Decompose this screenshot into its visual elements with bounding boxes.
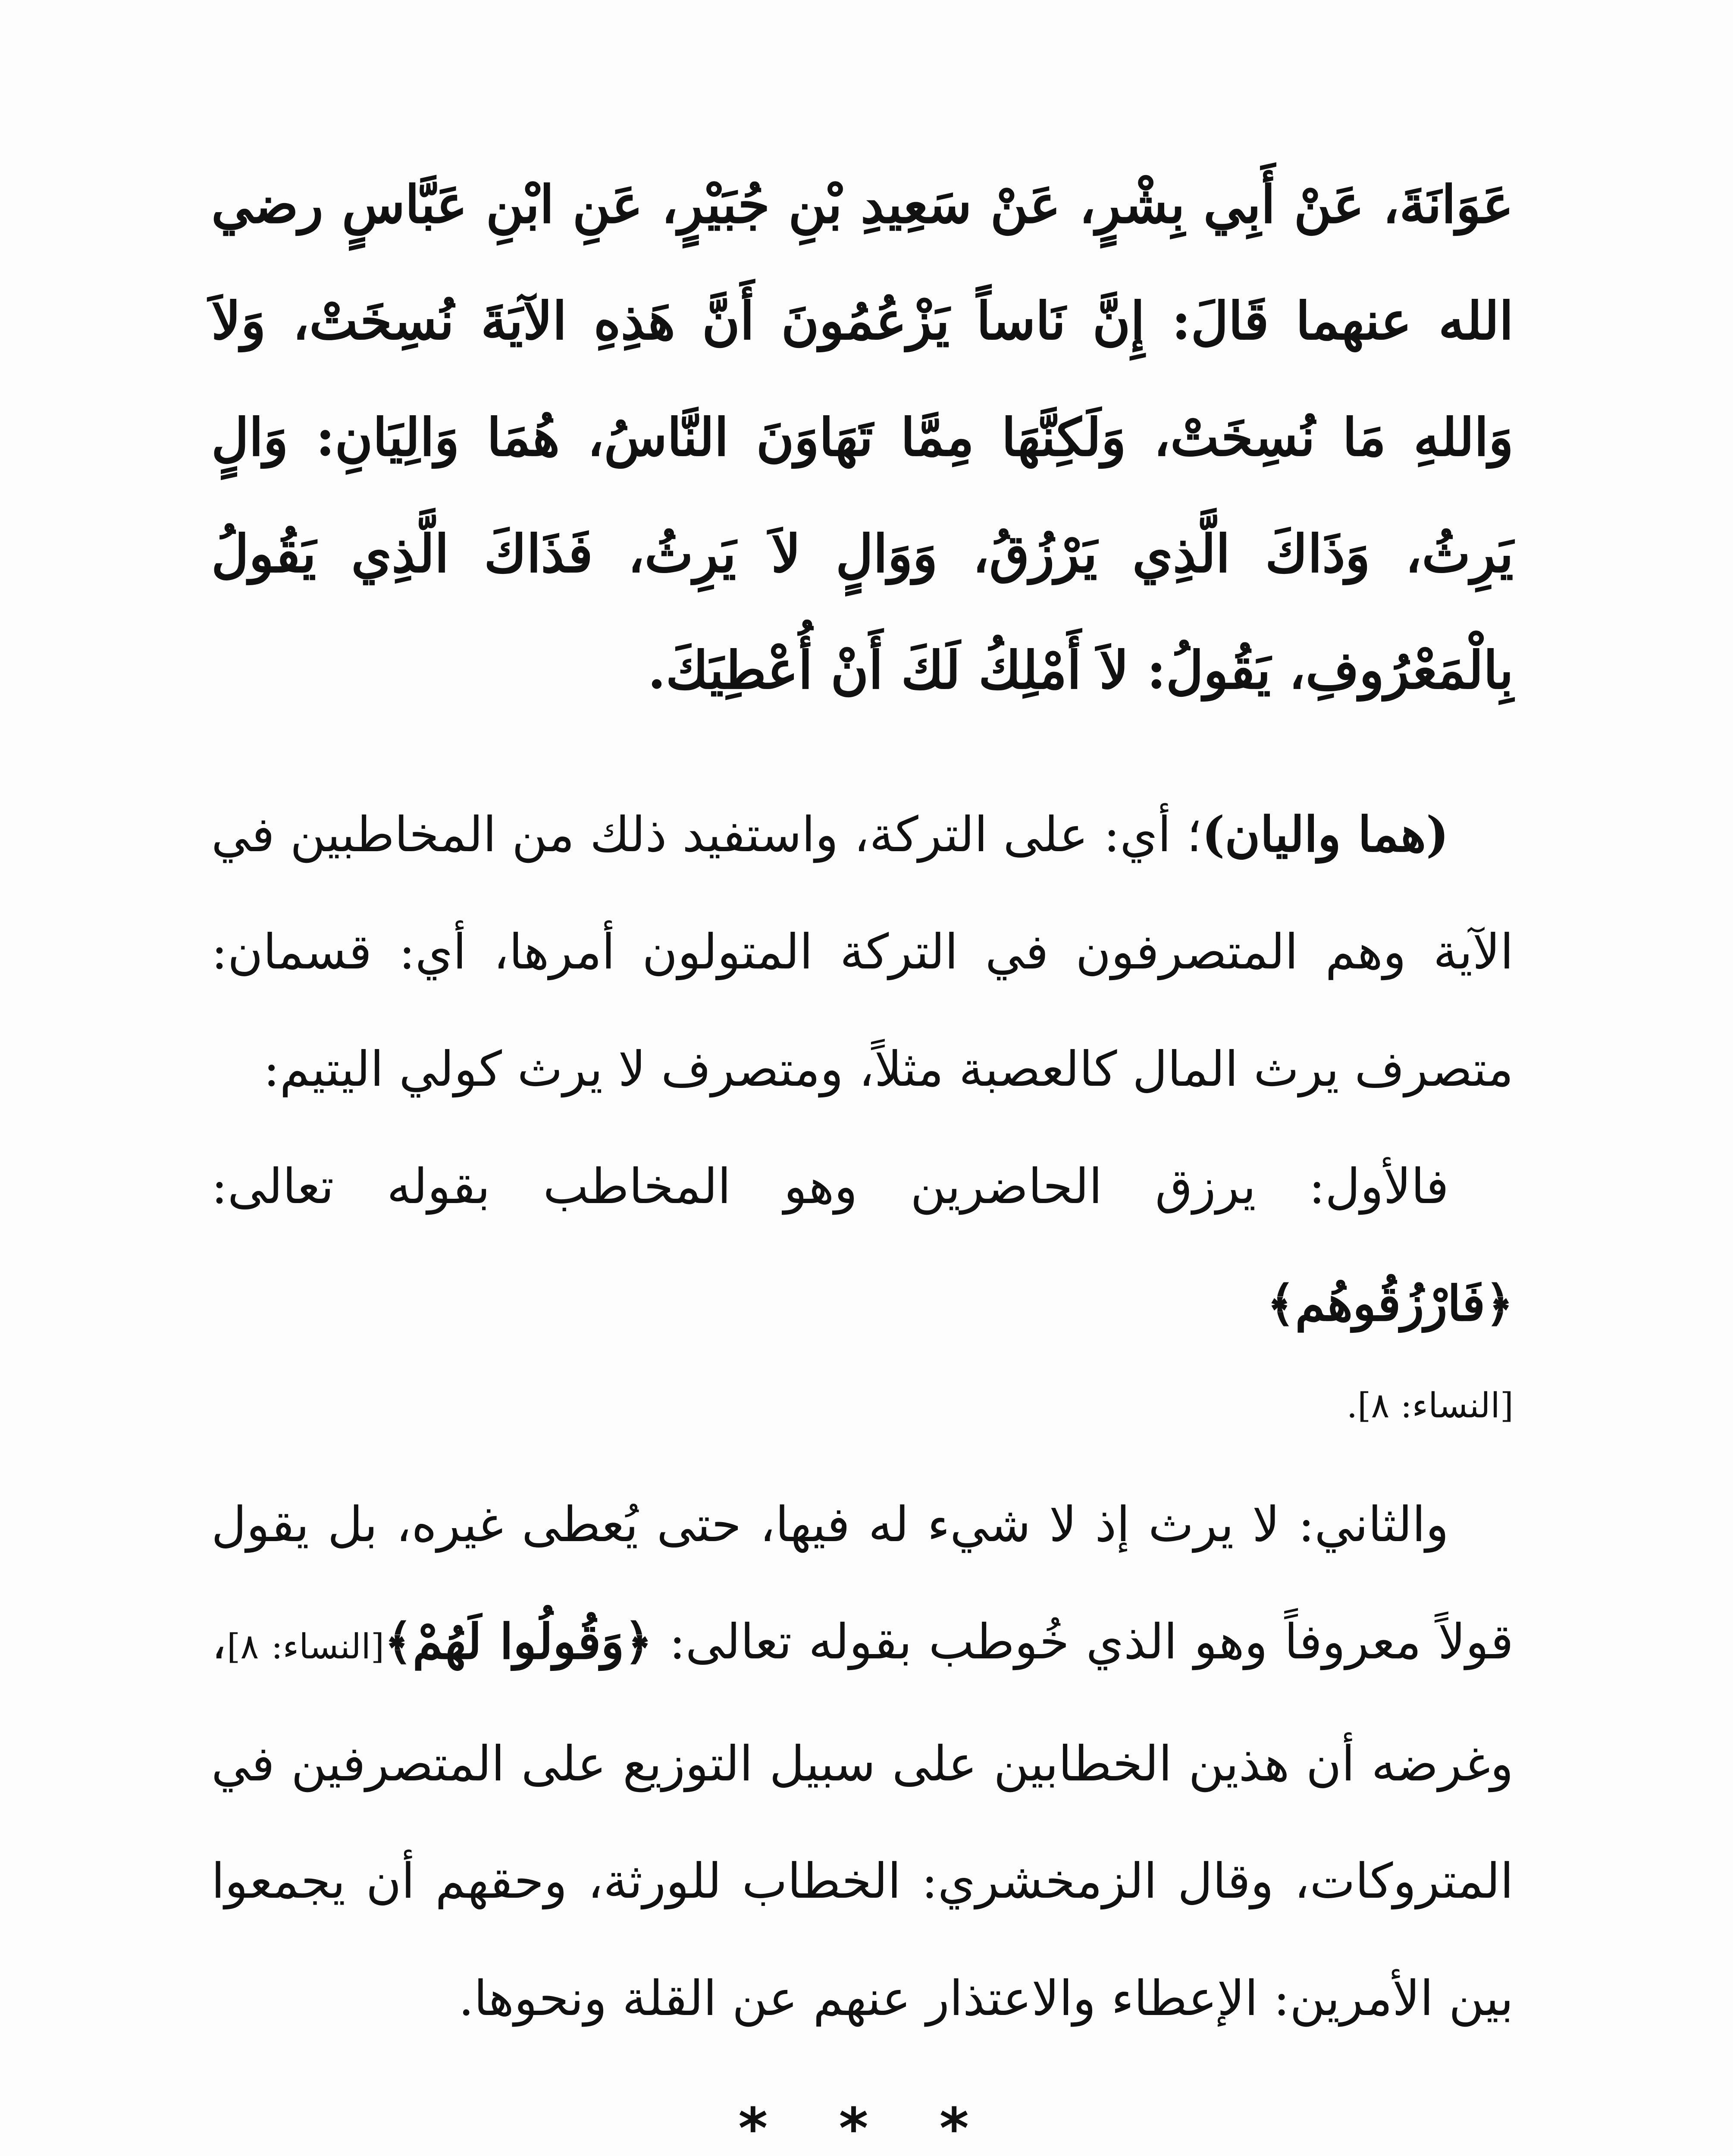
quran-quote-1: ﴿فَارْزُقُوهُم﴾	[1266, 1275, 1514, 1332]
paragraph-gap	[211, 1449, 1514, 1466]
commentary-paragraph-1	[211, 776, 1514, 1128]
commentary-paragraph-2	[211, 1128, 1514, 1363]
quran-reference-2: [النساء: ٨]	[227, 1626, 385, 1667]
commentary-paragraph-3	[211, 1466, 1514, 2057]
commentary-text-block	[211, 776, 1514, 2057]
section-separator: * * *	[738, 2096, 995, 2156]
commentary-p1-text: ؛ أي: على التركة، واستفيد ذلك من المخاطبين في الآية وهم المتصرفون في التركة المتولون أمرها، أي: قسمان: متصرف يرث المال كالعصبة مثلاً، ومتصرف لا يرث كولي اليتيم:	[211, 807, 1514, 1097]
quran-quote-2: ﴿وَقُولُوا لَهُمْ﴾	[384, 1614, 653, 1670]
hadith-text-block	[211, 147, 1514, 729]
quran-reference-1: [النساء: ٨].	[1346, 1385, 1514, 1426]
commentary-heading: (هما واليان)	[1202, 806, 1449, 863]
commentary-p3-text-2: ، وغرضه أن هذين الخطابين على سبيل التوزيع على المتصرفين في المتروكات، وقال الزمخشري: الخطاب للورثة، وحقهم أن يجمعوا بين الأمرين: الإعطاء والاعتذار عنهم عن القلة ونحوها.	[211, 1614, 1514, 2027]
commentary-p3-text-1: والثاني: لا يرث إذ لا شيء له فيها، حتى يُعطى غيره، بل يقول قولاً معروفاً وهو الذي خُوطب بقوله تعالى:	[211, 1497, 1514, 1670]
commentary-p2-text: فالأول: يرزق الحاضرين وهو المخاطب بقوله تعالى:	[211, 1159, 1449, 1215]
hadith-paragraph: عَوَانَةَ، عَنْ أَبِي بِشْرٍ، عَنْ سَعِيدِ بْنِ جُبَيْرٍ، عَنِ ابْنِ عَبَّاسٍ رضي الله عنهما قَالَ: إِنَّ نَاساً يَزْعُمُونَ أَنَّ هَذِهِ الآيَةَ نُسِخَتْ، وَلاَ وَاللهِ مَا نُسِخَتْ، وَلَكِنَّهَا مِمَّا تَهَاوَنَ النَّاسُ، هُمَا وَالِيَانِ: وَالٍ يَرِثُ، وَذَاكَ الَّذِي يَرْزُقُ، وَوَالٍ لاَ يَرِثُ، فَذَاكَ الَّذِي يَقُولُ بِالْمَعْرُوفِ، يَقُولُ: لاَ أَمْلِكُ لَكَ أَنْ أُعْطِيَكَ.	[211, 174, 1514, 701]
